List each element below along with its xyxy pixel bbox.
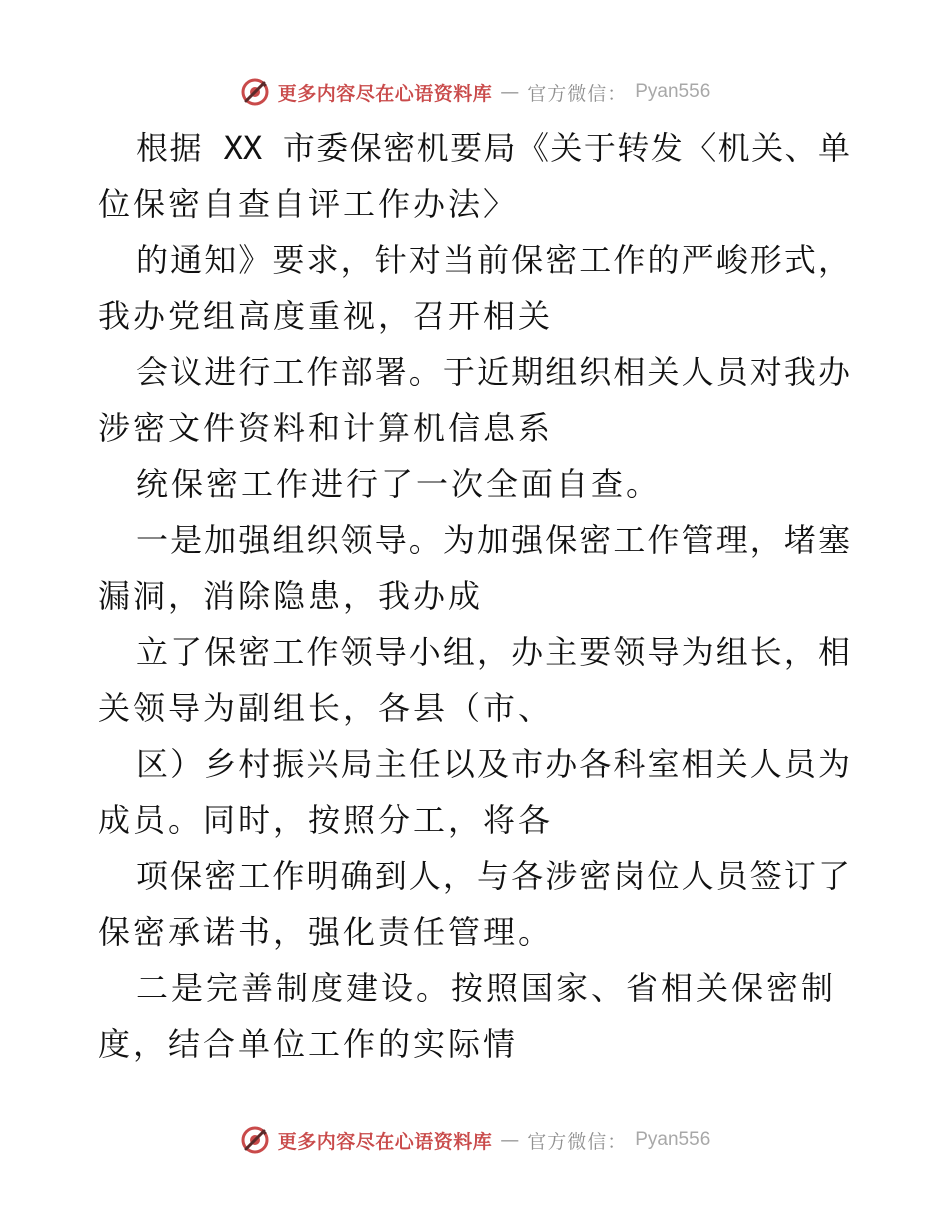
header-official-label: 官方微信： xyxy=(527,82,628,105)
doc-line-8: 一是加强组织领导。为加强保密工作管理，堵塞 xyxy=(136,521,850,559)
doc-line-4: 我办党组高度重视，召开相关 xyxy=(98,297,554,335)
doc-line-3: 的通知》要求，针对当前保密工作的严峻形式， xyxy=(136,241,850,279)
footer-official-label: 官方微信： xyxy=(527,1130,628,1153)
doc-line-2: 位保密自查自评工作办法〉 xyxy=(98,185,519,223)
doc-line-14: 项保密工作明确到人，与各涉密岗位人员签订了 xyxy=(136,857,850,895)
doc-line-9: 漏洞，消除隐患，我办成 xyxy=(98,577,484,615)
doc-line-13: 成员。同时，按照分工，将各 xyxy=(98,801,554,839)
header-banner xyxy=(0,72,950,112)
header-banner-inner xyxy=(240,77,711,107)
doc-line-16: 二是完善制度建设。按照国家、省相关保密制 xyxy=(136,969,837,1007)
header-wechat-id: Pyan556 xyxy=(635,81,711,102)
doc-line-6: 涉密文件资料和计算机信息系 xyxy=(98,409,554,447)
doc-line-1: 根据 XX 市委保密机要局《关于转发〈机关、单 xyxy=(136,129,850,167)
footer-banner-inner xyxy=(240,1125,711,1155)
footer-wechat-id: Pyan556 xyxy=(635,1129,711,1150)
doc-line-7: 统保密工作进行了一次全面自查。 xyxy=(136,465,662,503)
doc-line-5: 会议进行工作部署。于近期组织相关人员对我办 xyxy=(136,353,850,391)
doc-line-10: 立了保密工作领导小组，办主要领导为组长，相 xyxy=(136,633,850,671)
logo-icon xyxy=(240,77,270,107)
doc-line-15: 保密承诺书，强化责任管理。 xyxy=(98,913,554,951)
header-dash: — xyxy=(500,81,520,103)
logo-icon xyxy=(240,1125,270,1155)
doc-line-11: 关领导为副组长，各县（市、 xyxy=(98,689,554,727)
footer-banner xyxy=(0,1120,950,1160)
document-body xyxy=(98,120,858,1072)
doc-line-17: 度，结合单位工作的实际情 xyxy=(98,1025,519,1063)
doc-line-12: 区）乡村振兴局主任以及市办各科室相关人员为 xyxy=(136,745,850,783)
footer-brand-text: 更多内容尽在心语资料库 xyxy=(277,1130,493,1153)
footer-dash: — xyxy=(500,1129,520,1151)
header-brand-text: 更多内容尽在心语资料库 xyxy=(277,82,493,105)
